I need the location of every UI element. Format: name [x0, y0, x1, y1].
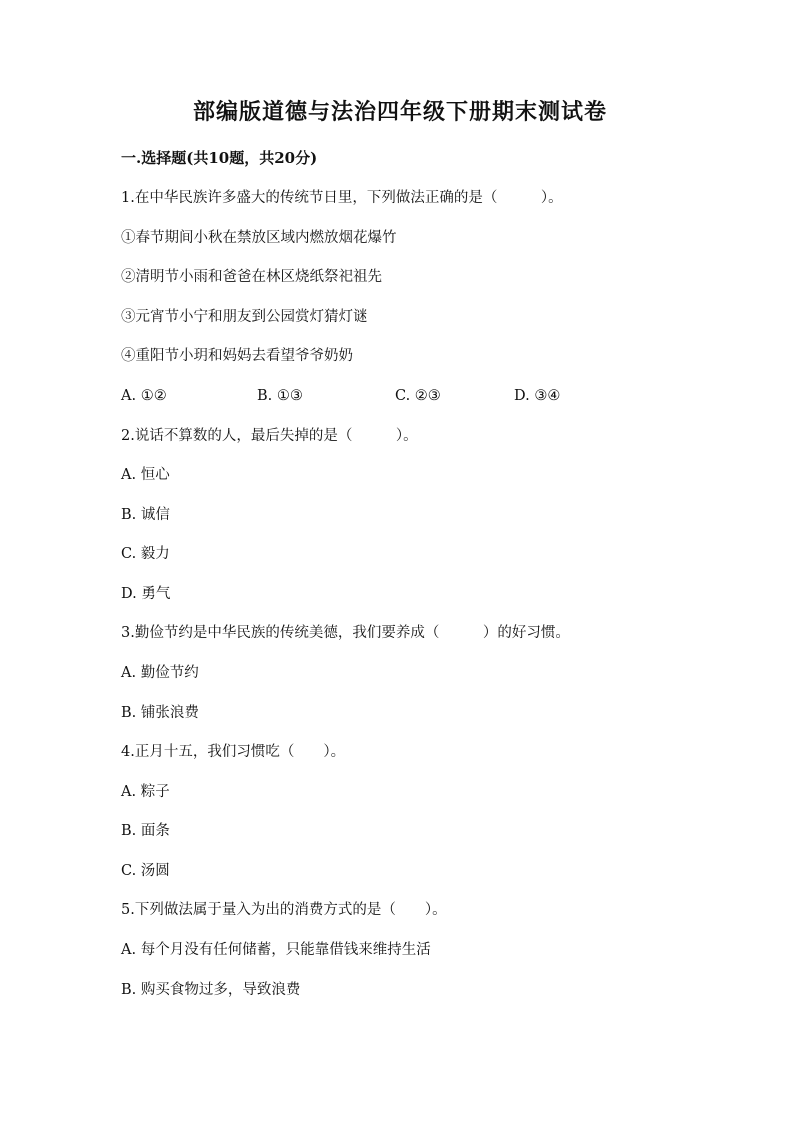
question-4-option-b: B. 面条 [121, 823, 170, 839]
question-5-option-a: A. 每个月没有任何储蓄，只能靠借钱来维持生活 [121, 942, 431, 958]
page-title: 部编版道德与法治四年级下册期末测试卷 [192, 99, 607, 125]
question-4-option-a: A. 粽子 [121, 784, 170, 800]
question-3-stem: 3.勤俭节约是中华民族的传统美德，我们要养成（ ）的好习惯。 [121, 625, 570, 641]
question-2-option-d: D. 勇气 [121, 586, 171, 602]
question-1-option-b: B. ①③ [257, 388, 303, 404]
question-4-stem: 4.正月十五，我们习惯吃（ ）。 [121, 744, 346, 760]
question-1-stem: 1.在中华民族许多盛大的传统节日里，下列做法正确的是（ ）。 [121, 190, 563, 206]
question-2-stem: 2.说话不算数的人，最后失掉的是（ ）。 [121, 428, 418, 444]
question-1-item-1: ①春节期间小秋在禁放区域内燃放烟花爆竹 [121, 230, 397, 246]
section-heading: 一.选择题(共10题，共20分) [121, 149, 318, 167]
question-5-option-b: B. 购买食物过多，导致浪费 [121, 982, 301, 998]
question-1-option-d: D. ③④ [514, 388, 561, 404]
question-2-option-b: B. 诚信 [121, 507, 170, 523]
question-1-item-4: ④重阳节小玥和妈妈去看望爷爷奶奶 [121, 348, 353, 364]
question-3-option-b: B. 铺张浪费 [121, 705, 199, 721]
question-3-option-a: A. 勤俭节约 [121, 665, 199, 681]
question-2-option-c: C. 毅力 [121, 546, 170, 562]
question-2-option-a: A. 恒心 [121, 467, 170, 483]
question-1-item-2: ②清明节小雨和爸爸在林区烧纸祭祀祖先 [121, 269, 382, 285]
question-1-option-c: C. ②③ [395, 388, 441, 404]
question-1-item-3: ③元宵节小宁和朋友到公园赏灯猜灯谜 [121, 309, 368, 325]
question-1-option-a: A. ①② [121, 388, 167, 404]
question-5-stem: 5.下列做法属于量入为出的消费方式的是（ ）。 [121, 902, 447, 918]
question-4-option-c: C. 汤圆 [121, 863, 170, 879]
